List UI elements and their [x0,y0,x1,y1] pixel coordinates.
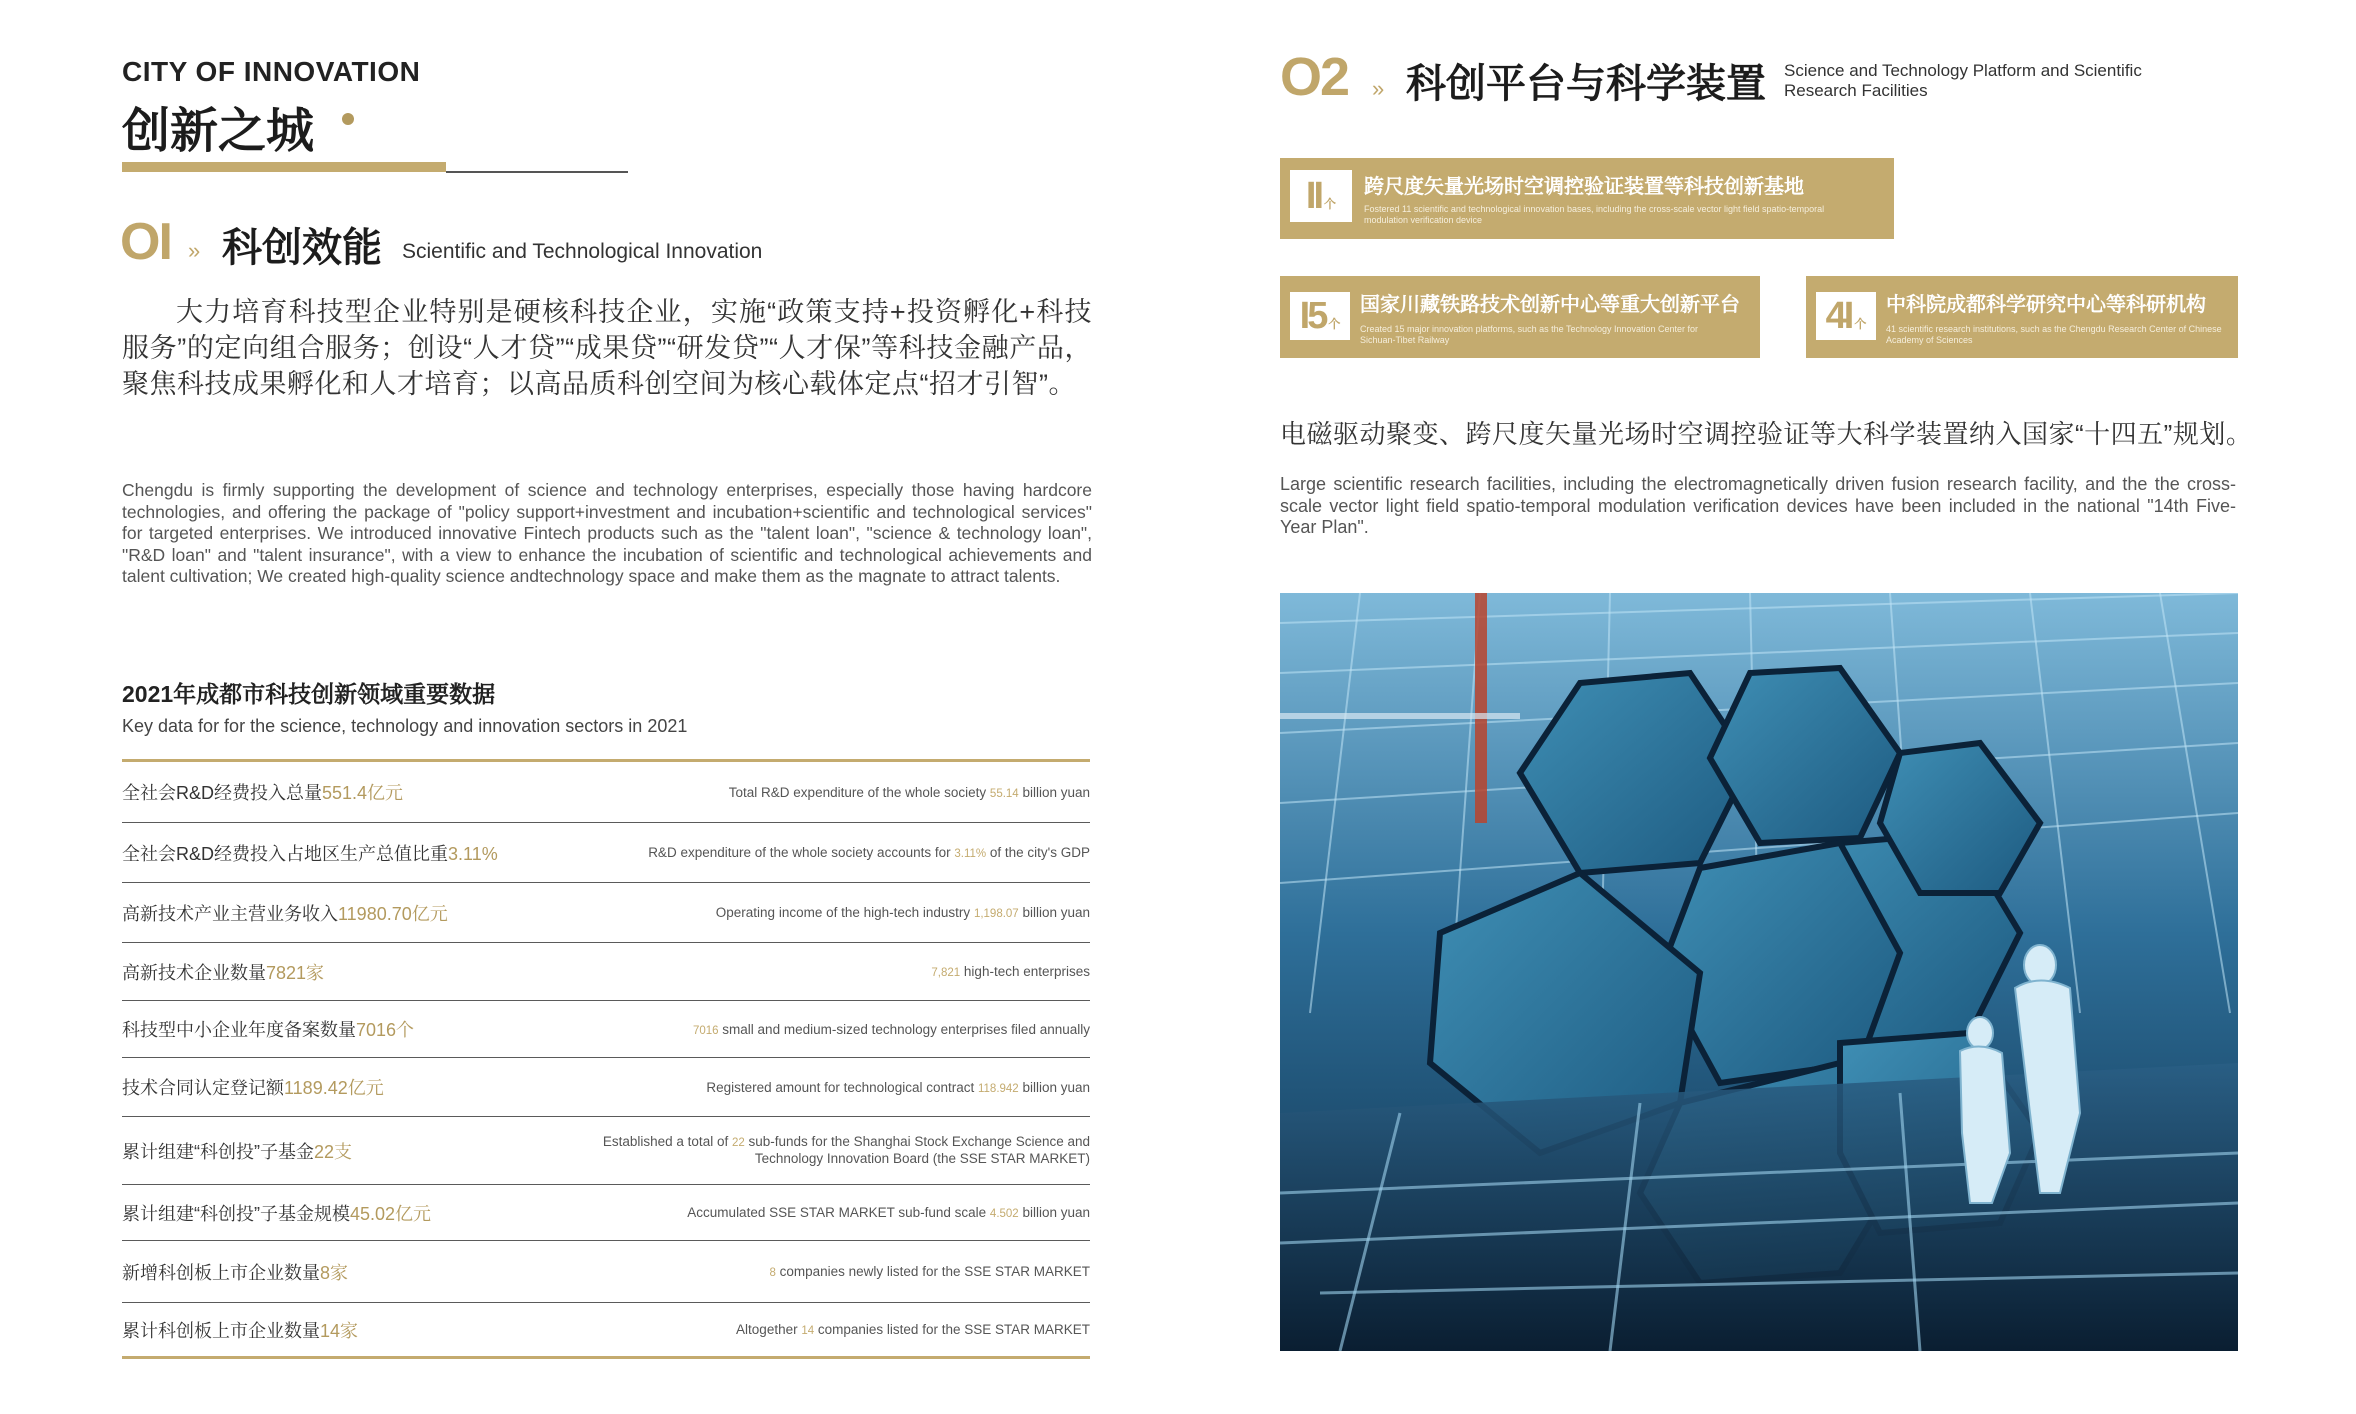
stat-card-innovation-bases [1280,158,1894,239]
row-label-en: Total R&D expenditure of the whole society 55.14 billion yuan [728,784,1090,800]
section2-chevron-icon: » [1372,76,1385,101]
city-title-en: CITY OF INNOVATION [122,56,421,87]
section2-body-zh: 电磁驱动聚变、跨尺度矢量光场时空调控验证等大科学装置纳入国家“十四五”规划。 [1280,419,2253,449]
row-label-zh: 高新技术企业数量7821家 [122,962,325,983]
stat-card-research-institutions [1806,276,2238,358]
row-label-zh: 新增科创板上市企业数量8家 [122,1262,349,1283]
stat-badge: I5 个 [1290,292,1350,340]
data-table-title: 2021年成都市科技创新领域重要数据 [122,681,496,707]
table-row [122,943,1090,1001]
row-label-en: R&D expenditure of the whole society accounts for 3.11% of the city's GDP [648,845,1090,860]
row-label-en: Registered amount for technological contract 118.942 billion yuan [706,1079,1090,1095]
title-underline-gold [122,162,446,172]
stat-card-title: 国家川藏铁路技术创新中心等重大创新平台 [1360,294,1740,316]
section1-intro-zh: 大力培育科技型企业特别是硬核科技企业，实施“政策支持+投资孵化+科技服务”的定向组合服务；创设“人才贷”“成果贷”“研发贷”“人才保”等科技金融产品，聚焦科技成果孵化和人才培育；以高品质科创空间为核心载体定点“招才引智”。 [122,297,1092,399]
title-dot [342,113,354,125]
title-underline-thin [446,171,628,173]
row-label-en: 7016 small and medium-sized technology enterprises filed annually [692,1021,1090,1037]
table-row [122,1185,1090,1241]
section1-chevron-icon: » [188,238,201,263]
row-label-en: 7,821 high-tech enterprises [931,964,1090,979]
row-label-en: Established a total of 22 sub-funds for the Shanghai Stock Exchange Science and Technology Innovation Board (the SSE STAR MARKET) [602,1134,1090,1166]
section1-number: OI [120,213,171,271]
facility-photo [1280,593,2238,1351]
row-label-en: Operating income of the high-tech industry 1,198.07 billion yuan [715,905,1090,920]
section2-title-en: Science and Technology Platform and Scientific Research Facilities [1784,61,2142,100]
table-row [122,1241,1090,1303]
stat-card-caption: Fostered 11 scientific and technological innovation bases, including the cross-scale vector light field spatio-temporal modulation verification device [1364,204,1825,225]
section2-title-zh: 科创平台与科学装置 [1406,62,1766,106]
section2-body-en: Large scientific research facilities, including the electromagnetically driven fusion research facility, and the the cross-scale vector light field spatio-temporal modulation verification devices have been included in the national "14th Five-Year Plan". [1280,474,2236,537]
row-label-en: Accumulated SSE STAR MARKET sub-fund scale 4.502 billion yuan [687,1205,1090,1220]
table-row [122,762,1090,823]
row-label-zh: 高新技术产业主营业务收入11980.70亿元 [122,903,448,924]
stat-badge: 4I 个 [1816,292,1876,340]
table-row [122,1303,1090,1359]
city-title-zh: 创新之城 [122,105,315,158]
stat-card-title: 跨尺度矢量光场时空调控验证装置等科技创新基地 [1364,176,1804,198]
row-label-zh: 全社会R&D经费投入总量551.4亿元 [122,783,404,803]
data-table [122,762,1090,1359]
table-row [122,1001,1090,1058]
row-label-zh: 科技型中小企业年度备案数量7016个 [122,1020,415,1040]
table-row [122,1058,1090,1117]
section1-title-zh: 科创效能 [222,226,382,270]
stat-badge: II 个 [1290,170,1352,222]
row-label-zh: 累计组建“科创投”子基金22支 [122,1141,353,1162]
stat-card-innovation-platforms [1280,276,1760,358]
table-row [122,1117,1090,1185]
row-label-zh: 累计组建“科创投”子基金规模45.02亿元 [122,1203,432,1224]
section1-title-en: Scientific and Technological Innovation [402,240,763,263]
row-label-zh: 累计科创板上市企业数量14家 [122,1320,359,1341]
section1-intro-en: Chengdu is firmly supporting the development of science and technology enterprises, especially those having hardcore technologies, and offering the package of "policy support+investment and incubation+scientific and technological services" for targeted enterprises. We introduced innovative Fintech products such as the "talent loan", "science & technology loan", "R&D loan" and "talent insurance", with a view to enhance the incubation of scientific and technological achievements and talent cultivation; We created high-quality science andtechnology space and make them as the magnate to attract talents. [122,480,1092,586]
row-label-zh: 全社会R&D经费投入占地区生产总值比重3.11% [122,843,498,864]
stat-card-caption: Created 15 major innovation platforms, such as the Technology Innovation Center for Sichuan-Tibet Railway [1360,324,1699,345]
stat-card-title: 中科院成都科学研究中心等科研机构 [1886,294,2206,316]
table-row [122,823,1090,883]
row-label-zh: 技术合同认定登记额1189.42亿元 [122,1078,384,1098]
table-row [122,883,1090,943]
stat-card-caption: 41 scientific research institutions, such as the Chengdu Research Center of Chinese Academy of Sciences [1886,324,2222,345]
row-label-en: 8 companies newly listed for the SSE STAR MARKET [769,1264,1090,1279]
data-table-subtitle: Key data for for the science, technology and innovation sectors in 2021 [122,716,688,736]
section2-number: O2 [1280,47,1349,107]
row-label-en: Altogether 14 companies listed for the SSE STAR MARKET [736,1322,1090,1337]
